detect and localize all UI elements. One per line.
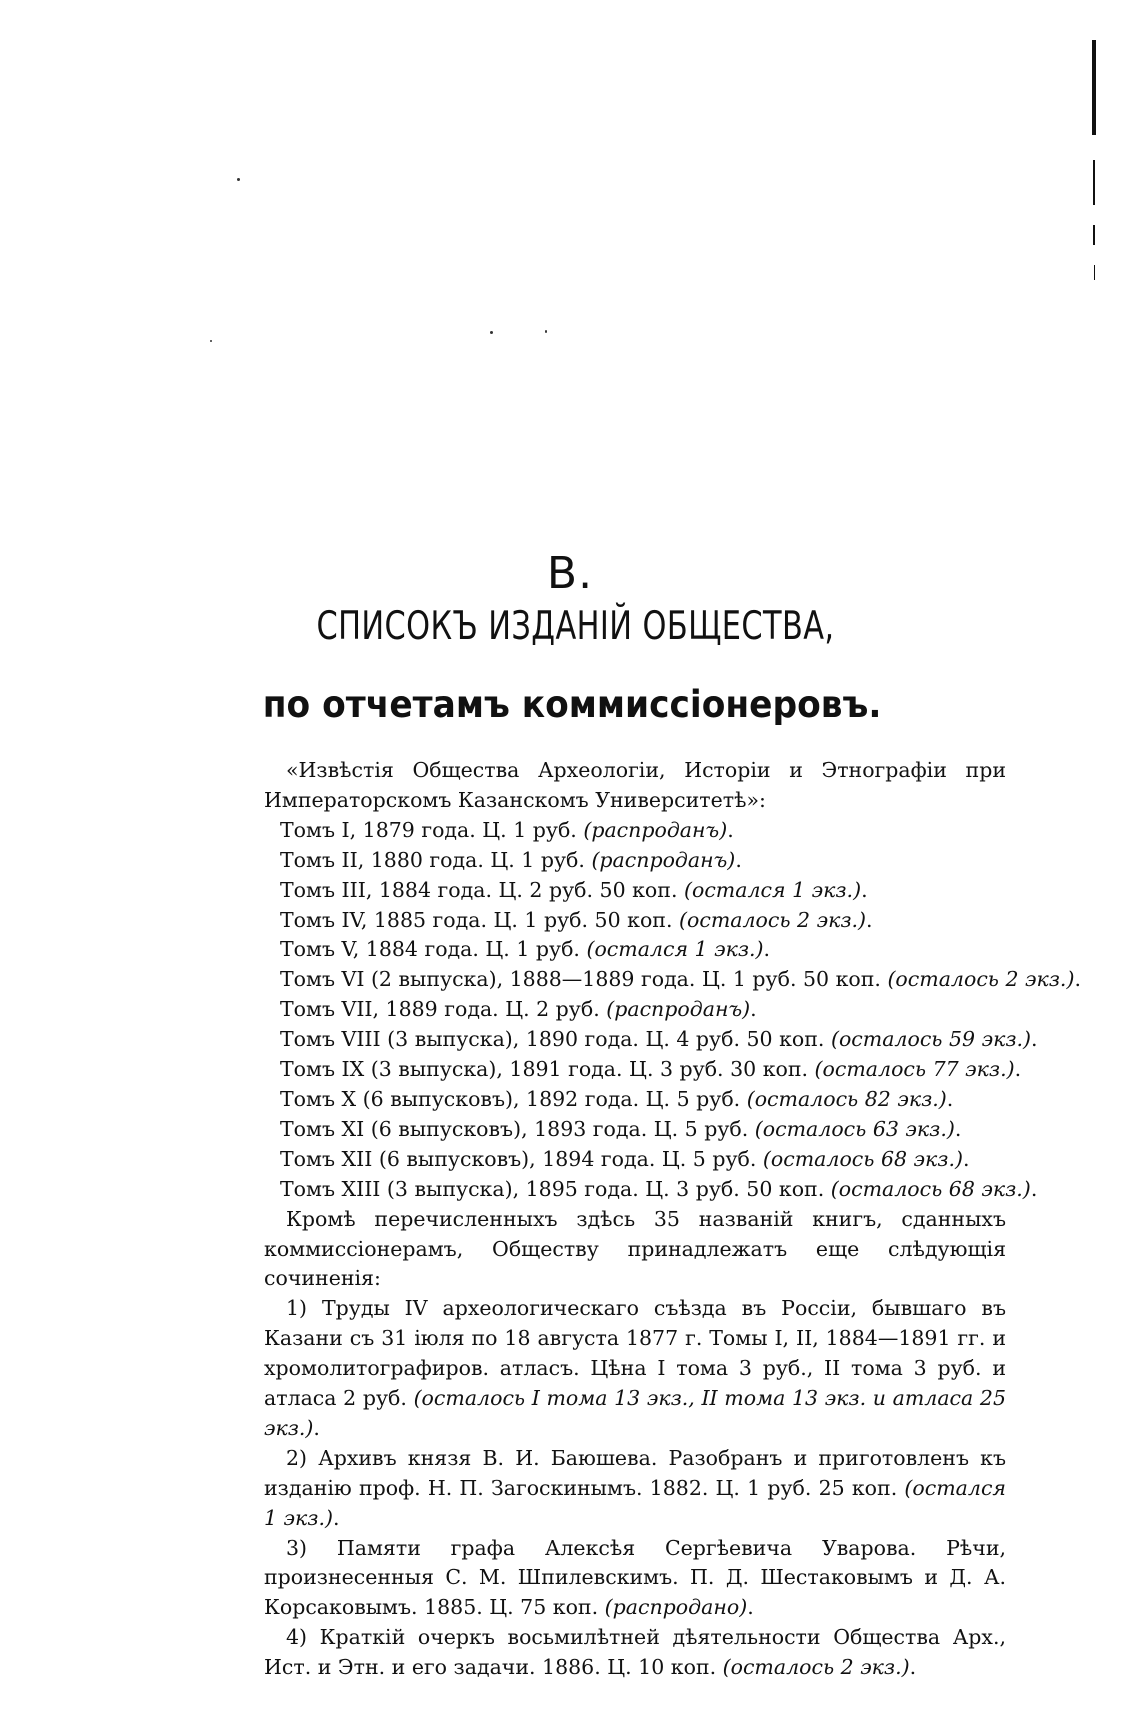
- work-entry: 3) Памяти графа Алексѣя Сергѣевича Уварова. Рѣчи, произнесенныя С. М. Шпилевскимъ. П. Д. Шестаковымъ и Д. А. Корсаковымъ. 1885. Ц. 75 коп. (распродано).: [264, 1535, 1006, 1620]
- scan-edge-mark: [1093, 160, 1095, 205]
- scan-edge-mark: [1093, 225, 1095, 245]
- work-entry: 4) Краткій очеркъ восьмилѣтней дѣятельности Общества Арх., Ист. и Этн. и его задачи. 1886. Ц. 10 коп. (осталось 2 экз.).: [264, 1625, 1006, 1680]
- work-entry: 2) Архивъ князя В. И. Баюшева. Разобранъ и приготовленъ къ изданію проф. Н. П. Загоскинымъ. 1882. Ц. 1 руб. 25 коп. (остался 1 экз.).: [264, 1445, 1006, 1530]
- page-subtitle: по отчетамъ коммиссіонеровъ.: [262, 683, 882, 726]
- publication-list: [264, 756, 1081, 1683]
- volume-entry: Томъ II, 1880 года. Ц. 1 руб. (распроданъ).: [280, 847, 742, 872]
- volume-entry: Томъ X (6 выпусковъ), 1892 года. Ц. 5 руб. (осталось 82 экз.).: [280, 1086, 954, 1111]
- scan-speck: [237, 178, 240, 181]
- volume-entry: Томъ I, 1879 года. Ц. 1 руб. (распроданъ).: [280, 817, 734, 842]
- volume-entry: Томъ IV, 1885 года. Ц. 1 руб. 50 коп. (осталось 2 экз.).: [280, 907, 873, 932]
- scan-speck: [210, 340, 212, 342]
- volume-entry: Томъ IX (3 выпуска), 1891 года. Ц. 3 руб. 30 коп. (осталось 77 экз.).: [280, 1057, 1022, 1082]
- page-title: СПИСОКЪ ИЗДАНІЙ ОБЩЕСТВА,: [316, 604, 835, 649]
- volume-list: [264, 816, 1081, 1205]
- volume-entry: Томъ VI (2 выпуска), 1888—1889 года. Ц. 1 руб. 50 коп. (осталось 2 экз.).: [280, 967, 1081, 992]
- volume-entry: Томъ XI (6 выпусковъ), 1893 года. Ц. 5 руб. (осталось 63 экз.).: [280, 1116, 962, 1141]
- scan-speck: [545, 330, 547, 333]
- remark-paragraph: Кромѣ перечисленныхъ здѣсь 35 названій книгъ, сданныхъ коммиссіонерамъ, Обществу принадлежатъ еще слѣдующія сочиненія:: [264, 1206, 1006, 1291]
- scan-edge-mark: [1094, 265, 1095, 280]
- volume-entry: Томъ XII (6 выпусковъ), 1894 года. Ц. 5 руб. (осталось 68 экз.).: [280, 1146, 970, 1171]
- intro-paragraph: «Извѣстія Общества Археологіи, Исторіи и Этнографіи при Императорскомъ Казанскомъ Университетѣ»:: [264, 758, 1006, 812]
- volume-entry: Томъ VIII (3 выпуска), 1890 года. Ц. 4 руб. 50 коп. (осталось 59 экз.).: [280, 1027, 1038, 1052]
- volume-entry: Томъ XIII (3 выпуска), 1895 года. Ц. 3 руб. 50 коп. (осталось 68 экз.).: [280, 1176, 1038, 1201]
- volume-entry: Томъ V, 1884 года. Ц. 1 руб. (остался 1 экз.).: [280, 937, 771, 962]
- volume-entry: Томъ VII, 1889 года. Ц. 2 руб. (распроданъ).: [280, 997, 757, 1022]
- scan-speck: [490, 331, 493, 334]
- scan-edge-mark: [1092, 40, 1096, 135]
- work-entry: 1) Труды IV археологическаго съѣзда въ Россіи, бывшаго въ Казани съ 31 іюля по 18 августа 1877 г. Томы I, II, 1884—1891 гг. и хромолитографиров. атласъ. Цѣна I тома 3 руб., II тома 3 руб. и атласа 2 руб. (осталось I тома 13 экз., II тома 13 экз. и атласа 25 экз.).: [264, 1296, 1006, 1440]
- section-letter: В.: [546, 548, 594, 599]
- volume-entry: Томъ III, 1884 года. Ц. 2 руб. 50 коп. (остался 1 экз.).: [280, 877, 868, 902]
